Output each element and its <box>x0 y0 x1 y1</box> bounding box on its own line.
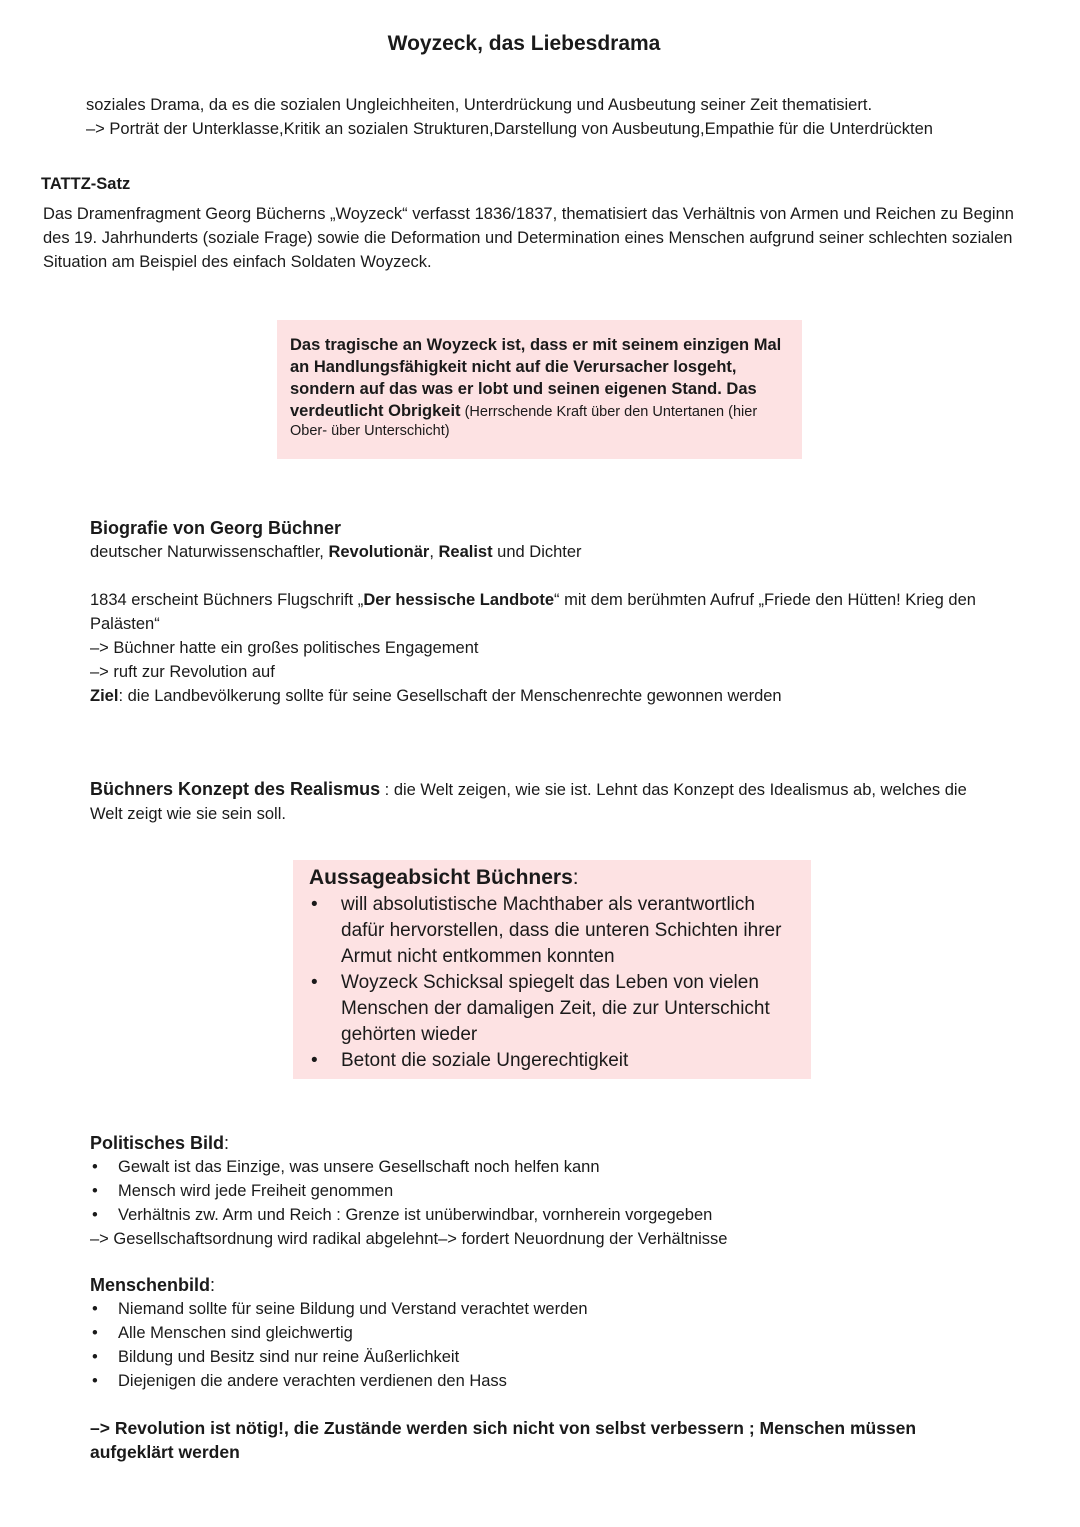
menschenbild-list <box>90 1297 990 1393</box>
political-heading: Politisches Bild: <box>90 1133 230 1153</box>
list-item: • Diejenigen die andere verachten verdienen den Hass <box>90 1369 990 1393</box>
intro-line-2: –> Porträt der Unterklasse,Kritik an sozialen Strukturen,Darstellung von Ausbeutung,Empathie für die Unterdrückten <box>86 120 933 138</box>
political-list <box>90 1155 990 1227</box>
landbote-paragraph: 1834 erscheint Büchners Flugschrift „Der hessische Landbote“ mit dem berühmten Aufruf „Friede den Hütten! Krieg den Palästen“ <box>90 591 976 633</box>
realism-section <box>90 777 970 826</box>
tattz-text: Das Dramenfragment Georg Bücherns „Woyzeck“ verfasst 1836/1837, thematisiert das Verhältnis von Armen und Reichen zu Beginn des 19. Jahrhunderts (soziale Frage) sowie die Deformation und Determination eines Menschen aufgrund seiner schlechten sozialen Situation am Beispiel des einfach Soldaten Woyzeck. <box>43 205 1014 271</box>
engagement-line: –> Büchner hatte ein großes politisches Engagement <box>90 639 479 657</box>
biography-heading: Biografie von Georg Büchner <box>90 518 342 538</box>
list-item: • Verhältnis zw. Arm und Reich : Grenze ist unüberwindbar, vornherein vorgegeben <box>90 1203 990 1227</box>
list-item: • Gewalt ist das Einzige, was unsere Gesellschaft noch helfen kann <box>90 1155 990 1179</box>
list-item: • Bildung und Besitz sind nur reine Äußerlichkeit <box>90 1345 990 1369</box>
tragic-note-box <box>277 320 802 459</box>
political-section <box>90 1131 990 1251</box>
realism-label: Büchners Konzept des Realismus <box>90 779 381 799</box>
tragic-note-bold: Das tragische an Woyzeck ist, dass er mit seinem einzigen Mal an Handlungsfähigkeit nicht auf die Verursacher losgeht, sondern auf das was er lobt und seinen eigenen Stand. Das verdeutlicht Obrigkeit <box>290 336 782 420</box>
intro-line-1: soziales Drama, da es die sozialen Ungleichheiten, Unterdrückung und Ausbeutung seiner Zeit thematisiert. <box>86 96 873 114</box>
ziel-line: Ziel: die Landbevölkerung sollte für seine Gesellschaft der Menschenrechte gewonnen werden <box>90 687 782 705</box>
biography-section <box>90 516 990 708</box>
aussage-box <box>293 860 811 1079</box>
list-item: • Betont die soziale Ungerechtigkeit <box>309 1048 795 1074</box>
tragic-note-small: (Herrschende Kraft über den Untertanen (hier Ober- über Unterschicht) <box>290 404 758 439</box>
list-item: • Niemand sollte für seine Bildung und Verstand verachtet werden <box>90 1297 990 1321</box>
aussage-heading: Aussageabsicht Büchners: <box>309 866 579 889</box>
biography-description: deutscher Naturwissenschaftler, Revolutionär, Realist und Dichter <box>90 543 582 561</box>
menschenbild-heading: Menschenbild: <box>90 1275 216 1295</box>
conclusion-line: –> Revolution ist nötig!, die Zustände werden sich nicht von selbst verbessern ; Menschen müssen aufgeklärt werden <box>90 1418 917 1462</box>
list-item: • will absolutistische Machthaber als verantwortlich dafür hervorstellen, dass die unteren Schichten ihrer Armut nicht entkommen konnten <box>309 892 795 970</box>
list-item: • Alle Menschen sind gleichwertig <box>90 1321 990 1345</box>
realism-text: : die Welt zeigen, wie sie ist. Lehnt das Konzept des Idealismus ab, welches die Welt zeigt wie sie sein soll. <box>90 781 967 823</box>
list-item: • Mensch wird jede Freiheit genommen <box>90 1179 990 1203</box>
menschenbild-section <box>90 1273 990 1393</box>
tattz-heading: TATTZ-Satz <box>41 175 131 193</box>
list-item: • Woyzeck Schicksal spiegelt das Leben von vielen Menschen der damaligen Zeit, die zur Unterschicht gehörten wieder <box>309 970 795 1048</box>
revolution-line: –> ruft zur Revolution auf <box>90 663 275 681</box>
intro-section <box>86 93 1046 141</box>
aussage-list <box>309 892 795 1074</box>
page-title: Woyzeck, das Liebesdrama <box>387 32 661 55</box>
political-arrow-line: –> Gesellschaftsordnung wird radikal abgelehnt–> fordert Neuordnung der Verhältnisse <box>90 1230 728 1248</box>
